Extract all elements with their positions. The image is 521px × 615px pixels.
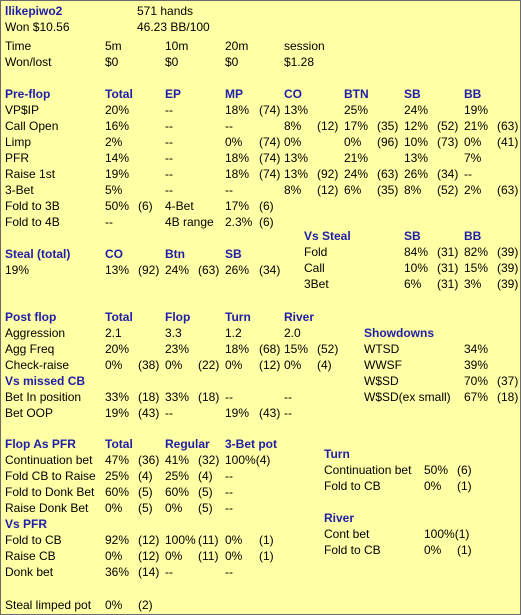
vs-pfr-cell: (1) bbox=[259, 549, 274, 563]
flop-pfr-header: 3-Bet pot bbox=[225, 437, 277, 451]
preflop-cell: 12% bbox=[404, 119, 429, 133]
vs-missed-cb-cell: 19% bbox=[225, 406, 250, 420]
vs-pfr-cell: 0% bbox=[225, 549, 243, 563]
preflop-cell: 13% bbox=[284, 167, 309, 181]
time-col-header: 5m bbox=[105, 39, 122, 53]
fold-to-4b-cell: 4B range bbox=[165, 215, 214, 229]
check-raise-cell: (12) bbox=[259, 358, 281, 372]
flop-pfr-cell: (4) bbox=[198, 469, 213, 483]
preflop-cell: 18% bbox=[225, 167, 250, 181]
steal-total-label: Steal (total) bbox=[5, 247, 71, 261]
preflop-row-label: Limp bbox=[5, 135, 32, 149]
vs-pfr-cell: (12) bbox=[138, 549, 160, 563]
preflop-cell: (96) bbox=[377, 135, 399, 149]
steal-limped-label: Steal limped pot bbox=[5, 598, 92, 612]
preflop-cell: 8% bbox=[284, 119, 302, 133]
vs-missed-cb-cell: -- bbox=[225, 390, 233, 404]
preflop-cell: 25% bbox=[344, 103, 369, 117]
preflop-cell: 0% bbox=[225, 135, 243, 149]
player-name: llikepiwo2 bbox=[5, 4, 63, 18]
preflop-cell: 17% bbox=[344, 119, 369, 133]
flop-pfr-cell: (5) bbox=[138, 501, 153, 515]
preflop-cell: 13% bbox=[404, 151, 429, 165]
steal-cell: 13% bbox=[105, 263, 130, 277]
preflop-header: BB bbox=[464, 87, 482, 101]
preflop-cell: 19% bbox=[105, 167, 130, 181]
river-row-label: Cont bet bbox=[324, 527, 370, 541]
preflop-cell: 24% bbox=[344, 167, 369, 181]
vs-steal-row-label: 3Bet bbox=[304, 277, 329, 291]
showdowns-cell: (18) bbox=[497, 390, 519, 404]
agg-freq-cell: 15% bbox=[284, 342, 309, 356]
preflop-cell: 24% bbox=[404, 103, 429, 117]
preflop-cell: (74) bbox=[259, 151, 281, 165]
check-raise-cell: (4) bbox=[317, 358, 332, 372]
postflop-header: Turn bbox=[225, 310, 251, 324]
vs-steal-title: Vs Steal bbox=[304, 229, 351, 243]
vs-steal-cell: (31) bbox=[437, 261, 459, 275]
vs-missed-cb-cell: -- bbox=[284, 406, 292, 420]
bb-per-100: 46.23 BB/100 bbox=[137, 20, 210, 34]
vs-pfr-cell: 0% bbox=[165, 549, 183, 563]
preflop-cell: 8% bbox=[404, 183, 422, 197]
flop-pfr-header: Regular bbox=[165, 437, 210, 451]
preflop-cell: -- bbox=[165, 119, 173, 133]
vs-steal-col-header: SB bbox=[404, 229, 421, 243]
turn-title: Turn bbox=[324, 447, 350, 461]
vs-missed-cb-row-label: Bet OOP bbox=[5, 406, 54, 420]
flop-pfr-cell: 60% bbox=[105, 485, 130, 499]
check-raise-cell: 0% bbox=[284, 358, 302, 372]
preflop-cell: 8% bbox=[284, 183, 302, 197]
flop-pfr-cell: 25% bbox=[165, 469, 190, 483]
postflop-header: Post flop bbox=[5, 310, 57, 324]
steal-col-header: CO bbox=[105, 247, 123, 261]
aggression-cell: 2.1 bbox=[105, 326, 122, 340]
flop-pfr-cell: -- bbox=[225, 469, 233, 483]
preflop-cell: 0% bbox=[284, 135, 302, 149]
showdowns-title: Showdowns bbox=[364, 326, 434, 340]
vs-pfr-cell: -- bbox=[225, 565, 233, 579]
aggression-cell: 2.0 bbox=[284, 326, 301, 340]
vs-pfr-cell: (11) bbox=[198, 549, 219, 563]
agg-freq-cell: 23% bbox=[165, 342, 190, 356]
preflop-row-label: PFR bbox=[5, 151, 29, 165]
fold-to-3b-cell: 17% bbox=[225, 199, 250, 213]
flop-pfr-row-label: Continuation bet bbox=[5, 453, 93, 467]
preflop-cell: (73) bbox=[437, 135, 459, 149]
preflop-cell: -- bbox=[225, 183, 233, 197]
time-label: Time bbox=[5, 39, 32, 53]
preflop-row-label: Call Open bbox=[5, 119, 59, 133]
vs-missed-cb-cell: (18) bbox=[138, 390, 160, 404]
preflop-cell: (34) bbox=[437, 167, 459, 181]
flop-pfr-cell: 25% bbox=[105, 469, 130, 483]
turn-row-label: Fold to CB bbox=[324, 479, 381, 493]
vs-missed-cb-cell: 33% bbox=[105, 390, 130, 404]
preflop-cell: 21% bbox=[344, 151, 369, 165]
flop-pfr-cell: (5) bbox=[198, 501, 213, 515]
preflop-cell: -- bbox=[165, 167, 173, 181]
river-cell: 100%(1) bbox=[424, 527, 470, 541]
flop-pfr-cell: 41% bbox=[165, 453, 190, 467]
preflop-cell: 5% bbox=[105, 183, 123, 197]
showdowns-cell: 70% bbox=[464, 374, 489, 388]
flop-pfr-cell: -- bbox=[225, 501, 233, 515]
check-raise-cell: 0% bbox=[165, 358, 183, 372]
steal-cell: (34) bbox=[259, 263, 281, 277]
flop-pfr-cell: 0% bbox=[105, 501, 123, 515]
flop-pfr-cell: (32) bbox=[198, 453, 220, 467]
preflop-header: SB bbox=[404, 87, 421, 101]
postflop-header: Total bbox=[105, 310, 133, 324]
preflop-cell: 0% bbox=[464, 135, 482, 149]
vs-missed-cb-title: Vs missed CB bbox=[5, 374, 86, 388]
preflop-cell: 13% bbox=[284, 151, 309, 165]
preflop-cell: 2% bbox=[105, 135, 123, 149]
preflop-cell: (74) bbox=[259, 167, 281, 181]
vs-steal-row-label: Fold bbox=[304, 245, 328, 259]
fold-to-3b-cell: (6) bbox=[259, 199, 274, 213]
vs-missed-cb-cell: (18) bbox=[198, 390, 220, 404]
steal-col-header: Btn bbox=[165, 247, 185, 261]
preflop-cell: (12) bbox=[317, 183, 339, 197]
aggression-cell: 1.2 bbox=[225, 326, 242, 340]
river-cell: (1) bbox=[457, 543, 472, 557]
fold-to-4b-cell: -- bbox=[105, 215, 113, 229]
vs-pfr-cell: (14) bbox=[138, 565, 160, 579]
wonlost-value: $1.28 bbox=[284, 55, 315, 69]
vs-steal-cell: (31) bbox=[437, 277, 459, 291]
agg-freq-cell: (52) bbox=[317, 342, 339, 356]
check-raise-cell: 0% bbox=[105, 358, 123, 372]
showdowns-row-label: W$SD(ex small) bbox=[364, 390, 451, 404]
steal-total-value: 19% bbox=[5, 263, 30, 277]
flop-pfr-cell: (4) bbox=[138, 469, 153, 483]
agg-freq-label: Agg Freq bbox=[5, 342, 55, 356]
preflop-cell: 16% bbox=[105, 119, 130, 133]
preflop-cell: -- bbox=[165, 183, 173, 197]
river-cell: 0% bbox=[424, 543, 442, 557]
preflop-cell: (35) bbox=[377, 119, 399, 133]
postflop-header: Flop bbox=[165, 310, 191, 324]
preflop-cell: 13% bbox=[284, 103, 309, 117]
vs-pfr-cell: 36% bbox=[105, 565, 130, 579]
preflop-cell: (63) bbox=[377, 167, 399, 181]
preflop-cell: -- bbox=[165, 103, 173, 117]
steal-col-header: SB bbox=[225, 247, 242, 261]
preflop-cell: 6% bbox=[344, 183, 362, 197]
time-col-header: 20m bbox=[225, 39, 249, 53]
check-raise-cell: (22) bbox=[198, 358, 220, 372]
preflop-row-label: Raise 1st bbox=[5, 167, 56, 181]
flop-pfr-cell: (36) bbox=[138, 453, 160, 467]
preflop-cell: 26% bbox=[404, 167, 429, 181]
turn-cell: (6) bbox=[457, 463, 472, 477]
vs-steal-row-label: Call bbox=[304, 261, 325, 275]
preflop-cell: 10% bbox=[404, 135, 429, 149]
time-col-header: session bbox=[284, 39, 325, 53]
flop-pfr-cell: -- bbox=[225, 485, 233, 499]
vs-pfr-row-label: Fold to CB bbox=[5, 533, 62, 547]
steal-cell: 26% bbox=[225, 263, 250, 277]
showdowns-cell: 67% bbox=[464, 390, 489, 404]
preflop-row-label: VP$IP bbox=[5, 103, 40, 117]
preflop-cell: (12) bbox=[317, 119, 339, 133]
flop-pfr-cell: 60% bbox=[165, 485, 190, 499]
preflop-row-label: 3-Bet bbox=[5, 183, 34, 197]
vs-steal-cell: 6% bbox=[404, 277, 422, 291]
preflop-cell: 19% bbox=[464, 103, 489, 117]
showdowns-row-label: W$SD bbox=[364, 374, 399, 388]
turn-cell: 50% bbox=[424, 463, 449, 477]
flop-pfr-cell: 0% bbox=[165, 501, 183, 515]
vs-pfr-cell: 100% bbox=[165, 533, 196, 547]
preflop-cell: (63) bbox=[497, 183, 519, 197]
preflop-cell: (74) bbox=[259, 103, 281, 117]
vs-steal-cell: (39) bbox=[497, 261, 519, 275]
preflop-cell: (52) bbox=[437, 183, 459, 197]
preflop-cell: 7% bbox=[464, 151, 482, 165]
vs-pfr-row-label: Raise CB bbox=[5, 549, 56, 563]
fold-to-3b-label: Fold to 3B bbox=[5, 199, 60, 213]
fold-to-4b-label: Fold to 4B bbox=[5, 215, 60, 229]
vs-missed-cb-cell: -- bbox=[284, 390, 292, 404]
vs-steal-col-header: BB bbox=[464, 229, 482, 243]
wonlost-label: Won/lost bbox=[5, 55, 52, 69]
vs-pfr-cell: (11) bbox=[198, 533, 219, 547]
vs-missed-cb-cell: (43) bbox=[138, 406, 160, 420]
check-raise-cell: (38) bbox=[138, 358, 160, 372]
check-raise-label: Check-raise bbox=[5, 358, 70, 372]
vs-missed-cb-cell: (43) bbox=[259, 406, 281, 420]
steal-cell: 24% bbox=[165, 263, 190, 277]
vs-steal-cell: (31) bbox=[437, 245, 459, 259]
preflop-cell: -- bbox=[165, 151, 173, 165]
preflop-cell: (52) bbox=[437, 119, 459, 133]
fold-to-4b-cell: (6) bbox=[259, 215, 274, 229]
preflop-header: CO bbox=[284, 87, 302, 101]
river-row-label: Fold to CB bbox=[324, 543, 381, 557]
preflop-cell: (41) bbox=[497, 135, 519, 149]
river-title: River bbox=[324, 511, 355, 525]
vs-steal-cell: 82% bbox=[464, 245, 489, 259]
fold-to-3b-cell: 4-Bet bbox=[165, 199, 194, 213]
vs-missed-cb-cell: -- bbox=[165, 406, 173, 420]
flop-pfr-cell: 47% bbox=[105, 453, 130, 467]
preflop-cell: 0% bbox=[344, 135, 362, 149]
turn-row-label: Continuation bet bbox=[324, 463, 412, 477]
flop-pfr-row-label: Fold to Donk Bet bbox=[5, 485, 95, 499]
vs-pfr-cell: -- bbox=[165, 565, 173, 579]
aggression-label: Aggression bbox=[5, 326, 66, 340]
preflop-cell: 21% bbox=[464, 119, 489, 133]
showdowns-row-label: WTSD bbox=[364, 342, 400, 356]
preflop-cell: (63) bbox=[497, 119, 519, 133]
flop-pfr-cell: (5) bbox=[198, 485, 213, 499]
flop-pfr-row-label: Raise Donk Bet bbox=[5, 501, 89, 515]
flop-pfr-cell: 100%(4) bbox=[225, 453, 271, 467]
agg-freq-cell: 20% bbox=[105, 342, 130, 356]
preflop-cell: (92) bbox=[317, 167, 339, 181]
vs-pfr-title: Vs PFR bbox=[5, 517, 48, 531]
agg-freq-cell: (68) bbox=[259, 342, 281, 356]
aggression-cell: 3.3 bbox=[165, 326, 182, 340]
showdowns-cell: 39% bbox=[464, 358, 489, 372]
preflop-header: Pre-flop bbox=[5, 87, 51, 101]
vs-pfr-cell: 0% bbox=[105, 549, 123, 563]
vs-missed-cb-cell: 33% bbox=[165, 390, 190, 404]
postflop-header: River bbox=[284, 310, 315, 324]
vs-pfr-cell: (12) bbox=[138, 533, 160, 547]
vs-pfr-cell: (1) bbox=[259, 533, 274, 547]
steal-cell: (92) bbox=[138, 263, 160, 277]
vs-steal-cell: 10% bbox=[404, 261, 429, 275]
flop-pfr-header: Total bbox=[105, 437, 133, 451]
turn-cell: (1) bbox=[457, 479, 472, 493]
vs-steal-cell: 84% bbox=[404, 245, 429, 259]
vs-pfr-row-label: Donk bet bbox=[5, 565, 54, 579]
preflop-header: Total bbox=[105, 87, 133, 101]
preflop-cell: 14% bbox=[105, 151, 130, 165]
preflop-cell: 18% bbox=[225, 151, 250, 165]
showdowns-cell: 34% bbox=[464, 342, 489, 356]
steal-cell: (63) bbox=[198, 263, 220, 277]
won-amount: Won $10.56 bbox=[5, 20, 70, 34]
preflop-header: BTN bbox=[344, 87, 369, 101]
preflop-cell: -- bbox=[225, 119, 233, 133]
fold-to-4b-cell: 2.3% bbox=[225, 215, 253, 229]
vs-steal-cell: 15% bbox=[464, 261, 489, 275]
vs-missed-cb-row-label: Bet In position bbox=[5, 390, 82, 404]
steal-limped-cell: (2) bbox=[138, 598, 153, 612]
flop-pfr-cell: (5) bbox=[138, 485, 153, 499]
vs-missed-cb-cell: 19% bbox=[105, 406, 130, 420]
agg-freq-cell: 18% bbox=[225, 342, 250, 356]
time-col-header: 10m bbox=[165, 39, 189, 53]
showdowns-cell: (37) bbox=[497, 374, 519, 388]
preflop-header: MP bbox=[225, 87, 243, 101]
vs-pfr-cell: 92% bbox=[105, 533, 130, 547]
preflop-header: EP bbox=[165, 87, 182, 101]
turn-cell: 0% bbox=[424, 479, 442, 493]
preflop-cell: -- bbox=[464, 167, 472, 181]
steal-limped-cell: 0% bbox=[105, 598, 123, 612]
preflop-cell: 18% bbox=[225, 103, 250, 117]
fold-to-3b-cell: 50% bbox=[105, 199, 130, 213]
hands-count: 571 hands bbox=[137, 4, 194, 18]
wonlost-value: $0 bbox=[165, 55, 179, 69]
fold-to-3b-cell: (6) bbox=[138, 199, 153, 213]
vs-pfr-cell: 0% bbox=[225, 533, 243, 547]
vs-steal-cell: (39) bbox=[497, 277, 519, 291]
wonlost-value: $0 bbox=[225, 55, 239, 69]
preflop-cell: 2% bbox=[464, 183, 482, 197]
wonlost-value: $0 bbox=[105, 55, 119, 69]
preflop-cell: (74) bbox=[259, 135, 281, 149]
flop-pfr-row-label: Fold CB to Raise bbox=[5, 469, 96, 483]
vs-steal-cell: 3% bbox=[464, 277, 482, 291]
preflop-cell: (35) bbox=[377, 183, 399, 197]
preflop-cell: -- bbox=[165, 135, 173, 149]
flop-pfr-header: Flop As PFR bbox=[5, 437, 76, 451]
check-raise-cell: 0% bbox=[225, 358, 243, 372]
vs-steal-cell: (39) bbox=[497, 245, 519, 259]
preflop-cell: 20% bbox=[105, 103, 130, 117]
showdowns-row-label: WWSF bbox=[364, 358, 402, 372]
